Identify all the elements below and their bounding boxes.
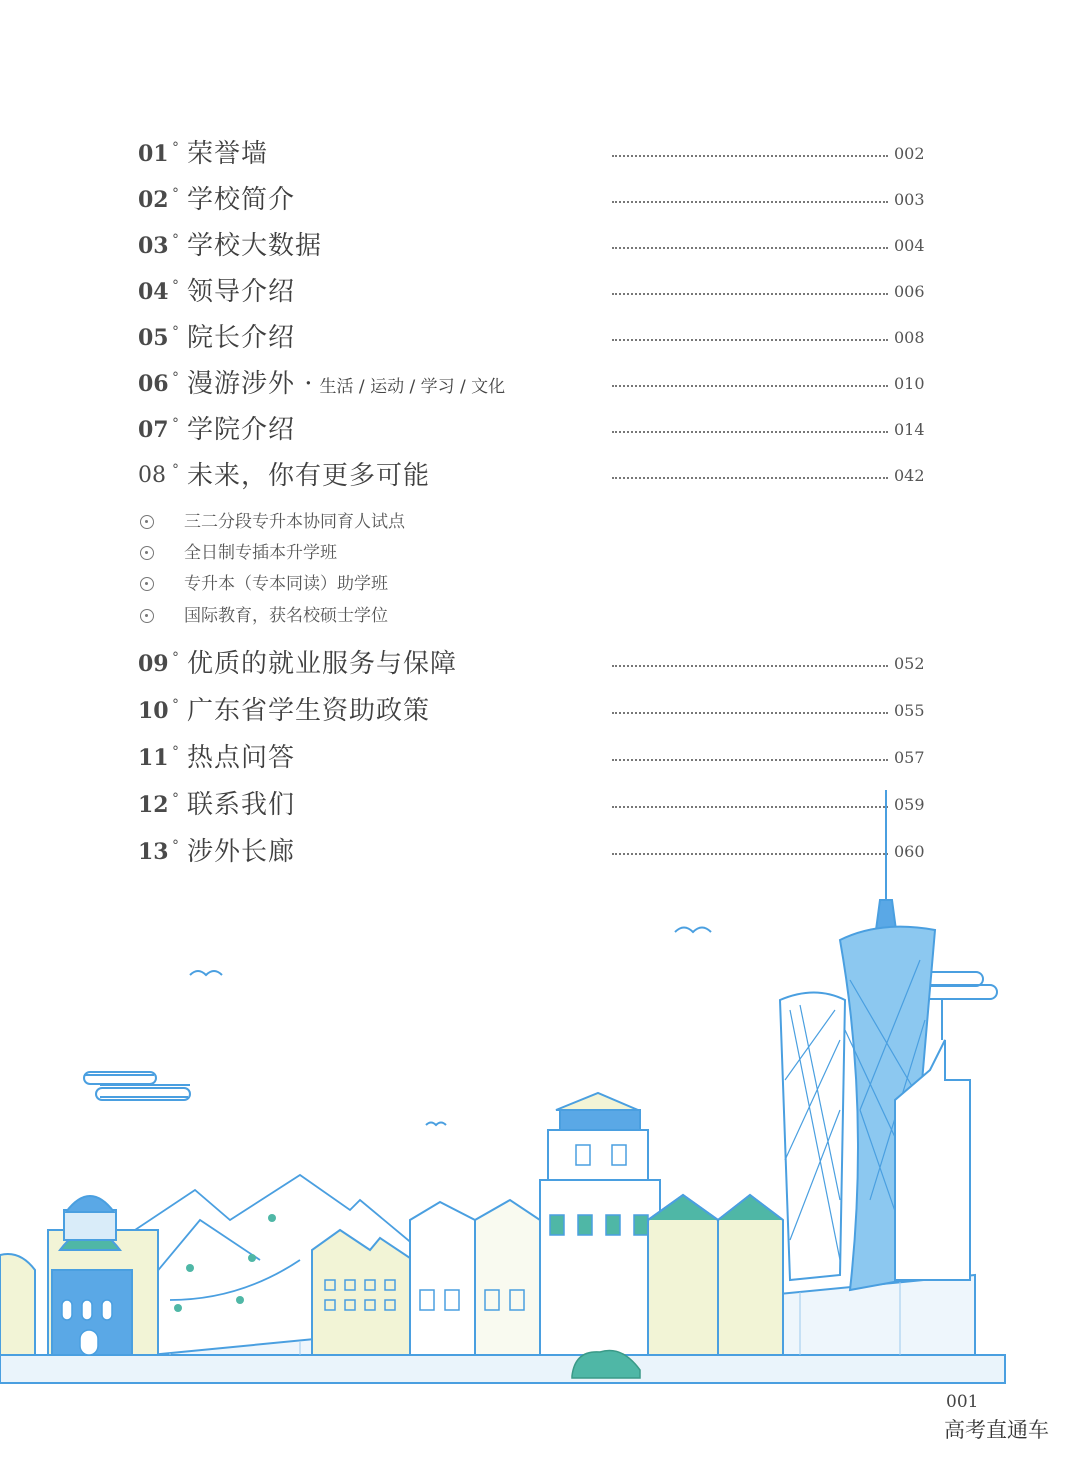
- toc-page: 042: [894, 466, 925, 485]
- toc-page: 052: [894, 654, 925, 673]
- toc-number: 13: [138, 839, 169, 865]
- townhouses: [312, 1200, 540, 1355]
- toc-row[interactable]: [138, 134, 938, 174]
- toc-title: 院长介绍: [187, 323, 296, 353]
- cloud-icon: [84, 1072, 156, 1084]
- degree-mark: °: [172, 744, 179, 760]
- toc-number: 10: [138, 698, 169, 724]
- toc-number: 01: [138, 141, 169, 167]
- degree-mark: °: [172, 416, 179, 432]
- bird-icon: [426, 1123, 446, 1126]
- ground-strip: [0, 1355, 1005, 1383]
- toc-number: 05: [138, 325, 169, 351]
- toc-title: 广东省学生资助政策: [187, 696, 431, 726]
- toc-row[interactable]: [138, 364, 938, 404]
- toc-number: 09: [138, 651, 169, 677]
- toc-title: 学院介绍: [187, 415, 296, 445]
- degree-mark: °: [172, 462, 179, 478]
- degree-mark: °: [172, 278, 179, 294]
- toc-title: 学校简介: [187, 185, 296, 215]
- degree-mark: °: [172, 370, 179, 386]
- toc-row[interactable]: [138, 738, 938, 778]
- toc-subtitle: 生活 / 运动 / 学习 / 文化: [319, 377, 506, 397]
- cloud-icon: [96, 1088, 190, 1100]
- circle-bullet-icon: [140, 515, 154, 529]
- toc-number: 04: [138, 279, 169, 305]
- toc-page: 014: [894, 420, 925, 439]
- sub-list-item[interactable]: [140, 602, 388, 630]
- degree-mark: °: [172, 186, 179, 202]
- toc-number: 07: [138, 417, 169, 443]
- dot-leader: [612, 665, 888, 667]
- toc-row[interactable]: [138, 691, 938, 731]
- toc-page: 057: [894, 748, 925, 767]
- dot-leader: [612, 431, 888, 433]
- dot-leader: [612, 339, 888, 341]
- dot-leader: [612, 477, 888, 479]
- circle-bullet-icon: [140, 546, 154, 560]
- toc-title: [187, 364, 505, 407]
- dot-leader: [612, 155, 888, 157]
- toc-row[interactable]: [138, 180, 938, 220]
- lattice-tower: [780, 993, 845, 1281]
- toc-page: 055: [894, 701, 925, 720]
- degree-mark: °: [172, 232, 179, 248]
- bird-icon: [675, 928, 711, 933]
- toc-title: 涉外长廊: [187, 837, 296, 867]
- dot-leader: [612, 293, 888, 295]
- toc-page: 004: [894, 236, 925, 255]
- degree-mark: °: [172, 791, 179, 807]
- sub-list-label: 全日制专插本升学班: [184, 543, 337, 563]
- sub-list-label: 专升本（专本同读）助学班: [184, 574, 388, 594]
- sub-list-item[interactable]: [140, 570, 388, 598]
- city-skyline-illustration: [0, 780, 1080, 1400]
- toc-page: 003: [894, 190, 925, 209]
- toc-page: 002: [894, 144, 925, 163]
- toc-number: 08: [138, 463, 166, 488]
- toc-row[interactable]: [138, 644, 938, 684]
- degree-mark: °: [172, 838, 179, 854]
- toc-title-main: 漫游涉外 ·: [187, 369, 314, 399]
- dot-leader: [612, 759, 888, 761]
- watermark-text: 高考直通车: [944, 1418, 1049, 1442]
- toc-page: 006: [894, 282, 925, 301]
- trees: [174, 1214, 276, 1312]
- toc-number: 12: [138, 792, 169, 818]
- toc-title: 优质的就业服务与保障: [187, 649, 458, 679]
- degree-mark: °: [172, 324, 179, 340]
- toc-title: 领导介绍: [187, 277, 296, 307]
- circle-bullet-icon: [140, 577, 154, 591]
- toc-row[interactable]: [138, 318, 938, 358]
- dot-leader: [612, 247, 888, 249]
- toc-number: 11: [138, 745, 169, 771]
- toc-title: 联系我们: [187, 790, 296, 820]
- toc-page: 010: [894, 374, 925, 393]
- circle-bullet-icon: [140, 609, 154, 623]
- sub-list-item[interactable]: [140, 539, 337, 567]
- toc-row[interactable]: [138, 272, 938, 312]
- domed-building: [0, 1196, 158, 1355]
- sub-list-label: 三二分段专升本协同育人试点: [184, 512, 405, 532]
- sub-list-item[interactable]: [140, 508, 405, 536]
- toc-row[interactable]: [138, 226, 938, 266]
- dot-leader: [612, 201, 888, 203]
- degree-mark: °: [172, 140, 179, 156]
- cloud-icon: [84, 1075, 190, 1097]
- page-number: 001: [946, 1392, 979, 1412]
- toc-page: 059: [894, 795, 925, 814]
- toc-title: 未来，你有更多可能: [187, 461, 431, 491]
- bird-icon: [190, 971, 222, 975]
- toc-row[interactable]: [138, 456, 938, 496]
- toc-title: 热点问答: [187, 743, 296, 773]
- toc-number: 02: [138, 187, 169, 213]
- degree-mark: °: [172, 697, 179, 713]
- toc-number: 03: [138, 233, 169, 259]
- toc-row[interactable]: [138, 410, 938, 450]
- degree-mark: °: [172, 650, 179, 666]
- green-roof-buildings: [648, 1195, 783, 1355]
- dot-leader: [612, 385, 888, 387]
- toc-number: 06: [138, 371, 169, 397]
- toc-page: 060: [894, 842, 925, 861]
- toc-title: 学校大数据: [187, 231, 323, 261]
- toc-page: 008: [894, 328, 925, 347]
- sub-list-label: 国际教育，获名校硕士学位: [184, 606, 388, 626]
- toc-title: 荣誉墙: [187, 139, 269, 169]
- dot-leader: [612, 712, 888, 714]
